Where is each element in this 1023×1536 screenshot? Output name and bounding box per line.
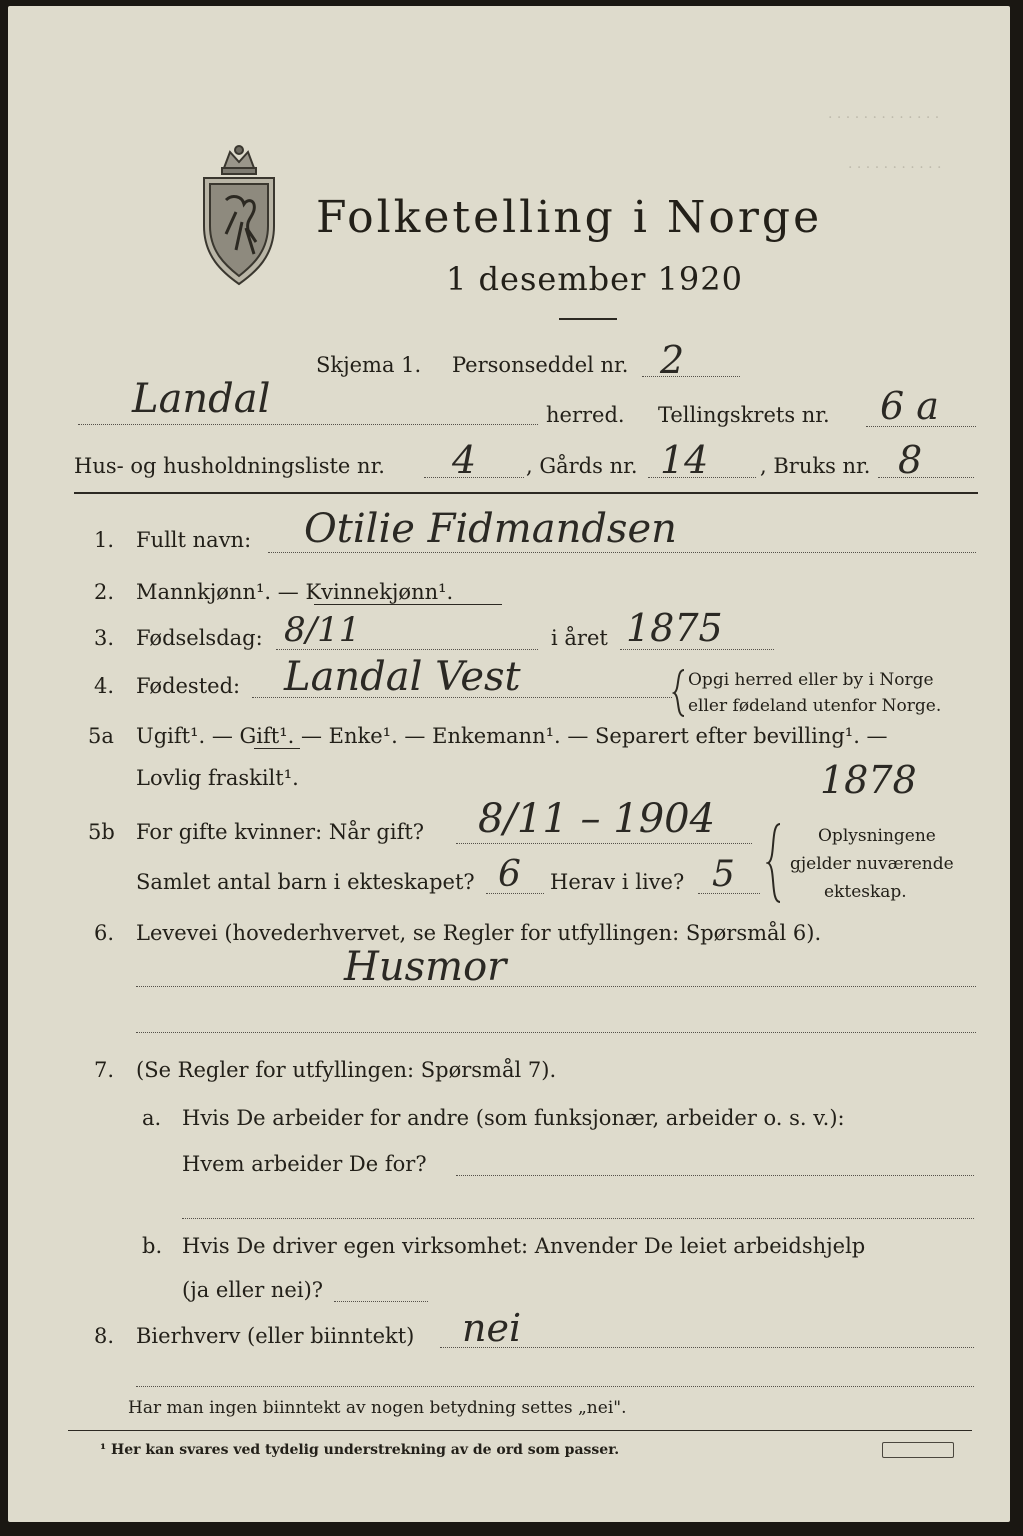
q5b-label-alive: Herav i live? xyxy=(550,870,685,894)
q7a-employer-line2 xyxy=(182,1218,974,1219)
full-name-value[interactable]: Otilie Fidmandsen xyxy=(304,506,677,552)
q8-line2 xyxy=(136,1386,974,1387)
biinntekt-note: Har man ingen biinntekt av nogen betydning settes „nei". xyxy=(128,1398,627,1418)
q5a-options-line2: Lovlig fraskilt¹. xyxy=(136,766,299,790)
q1-line xyxy=(268,552,976,553)
q4-note-line2: eller fødeland utenfor Norge. xyxy=(688,696,942,716)
q1-label: Fullt navn: xyxy=(136,528,252,552)
tellingskrets-label: Tellingskrets nr. xyxy=(658,403,830,427)
q6-line2 xyxy=(136,1032,976,1033)
footnote: ¹ Her kan svares ved tydelig understrekning av de ord som passer. xyxy=(100,1442,620,1458)
q7-number: 7. xyxy=(94,1058,115,1082)
q5b-number: 5b xyxy=(88,820,115,844)
q3-year-label: i året xyxy=(551,626,608,650)
q8-label: Bierhverv (eller biinntekt) xyxy=(136,1324,415,1348)
q5b-label-children: Samlet antal barn i ekteskapet? xyxy=(136,870,475,894)
tellingskrets-value[interactable]: 6 a xyxy=(880,384,939,428)
header-divider xyxy=(74,492,978,494)
page-title: Folketelling i Norge xyxy=(316,192,823,243)
married-date-value[interactable]: 8/11 – 1904 xyxy=(478,796,716,842)
footnote-divider xyxy=(68,1430,972,1431)
herred-line xyxy=(78,424,538,425)
q7a-question: Hvis De arbeider for andre (som funksjonær, arbeider o. s. v.): xyxy=(182,1106,845,1130)
kvinnekjonn-underline xyxy=(314,604,502,605)
q2-label: Mannkjønn¹. — Kvinnekjønn¹. xyxy=(136,580,454,604)
q7a-number: a. xyxy=(142,1106,162,1130)
title-divider xyxy=(559,318,617,320)
census-date: 1 desember 1920 xyxy=(446,260,743,298)
q6-number: 6. xyxy=(94,921,115,945)
q7b-number: b. xyxy=(142,1234,163,1258)
q4-number: 4. xyxy=(94,674,115,698)
q3-number: 3. xyxy=(94,626,115,650)
children-alive-value[interactable]: 5 xyxy=(712,854,735,895)
q5b-note-line2: gjelder nuværende xyxy=(790,854,954,874)
printer-stamp xyxy=(882,1442,954,1458)
personseddel-label: Personseddel nr. xyxy=(452,353,629,377)
birth-year-value[interactable]: 1875 xyxy=(626,606,723,650)
hus-label: Hus- og husholdningsliste nr. xyxy=(74,454,385,478)
herred-label: herred. xyxy=(546,403,625,427)
bruks-line xyxy=(878,477,974,478)
gards-label: , Gårds nr. xyxy=(526,454,638,478)
personseddel-value[interactable]: 2 xyxy=(660,338,685,382)
q6-label: Levevei (hovederhvervet, se Regler for utfyllingen: Spørsmål 6). xyxy=(136,921,822,945)
side-income-value[interactable]: nei xyxy=(462,1306,522,1350)
q4-label: Fødested: xyxy=(136,674,241,698)
q5b-married-line xyxy=(456,843,752,844)
census-form-page xyxy=(8,6,1010,1522)
skjema-label: Skjema 1. xyxy=(316,353,422,377)
personseddel-line xyxy=(642,376,740,377)
coat-of-arms-icon xyxy=(196,138,282,288)
brace-icon xyxy=(766,822,782,904)
q5b-note-line1: Oplysningene xyxy=(818,826,936,846)
q5b-label-married: For gifte kvinner: Når gift? xyxy=(136,820,425,844)
bruks-label: , Bruks nr. xyxy=(760,454,871,478)
bruks-value[interactable]: 8 xyxy=(898,438,923,482)
q7-label: (Se Regler for utfyllingen: Spørsmål 7). xyxy=(136,1058,557,1082)
q7a-employer-label: Hvem arbeider De for? xyxy=(182,1152,427,1176)
herred-value[interactable]: Landal xyxy=(132,376,271,422)
gards-value[interactable]: 14 xyxy=(660,438,709,482)
children-count-value[interactable]: 6 xyxy=(498,854,521,895)
birthday-value[interactable]: 8/11 xyxy=(284,610,361,650)
q6-line1 xyxy=(136,986,976,987)
q1-number: 1. xyxy=(94,528,115,552)
q7b-answer-line xyxy=(334,1301,428,1302)
q5b-note-line3: ekteskap. xyxy=(824,882,907,902)
q3-label: Fødselsdag: xyxy=(136,626,263,650)
occupation-value[interactable]: Husmor xyxy=(344,944,507,990)
q2-number: 2. xyxy=(94,580,115,604)
q5a-options: Ugift¹. — Gift¹. — Enke¹. — Enkemann¹. — Separert efter bevilling¹. — xyxy=(136,724,888,748)
q7a-employer-line xyxy=(456,1175,974,1176)
bleed-through: . . . . . . . . . . . xyxy=(848,156,942,172)
q7b-answer-label: (ja eller nei)? xyxy=(182,1278,324,1302)
bleed-through: . . . . . . . . . . . . . xyxy=(828,106,940,122)
margin-note-year: 1878 xyxy=(820,758,917,802)
gift-underline xyxy=(254,748,300,749)
brace-icon xyxy=(672,668,686,718)
q8-number: 8. xyxy=(94,1324,115,1348)
q4-note-line1: Opgi herred eller by i Norge xyxy=(688,670,934,690)
q5a-number: 5a xyxy=(88,724,114,748)
hus-value[interactable]: 4 xyxy=(452,438,477,482)
q7b-question: Hvis De driver egen virksomhet: Anvender De leiet arbeidshjelp xyxy=(182,1234,866,1258)
birthplace-value[interactable]: Landal Vest xyxy=(284,654,521,700)
